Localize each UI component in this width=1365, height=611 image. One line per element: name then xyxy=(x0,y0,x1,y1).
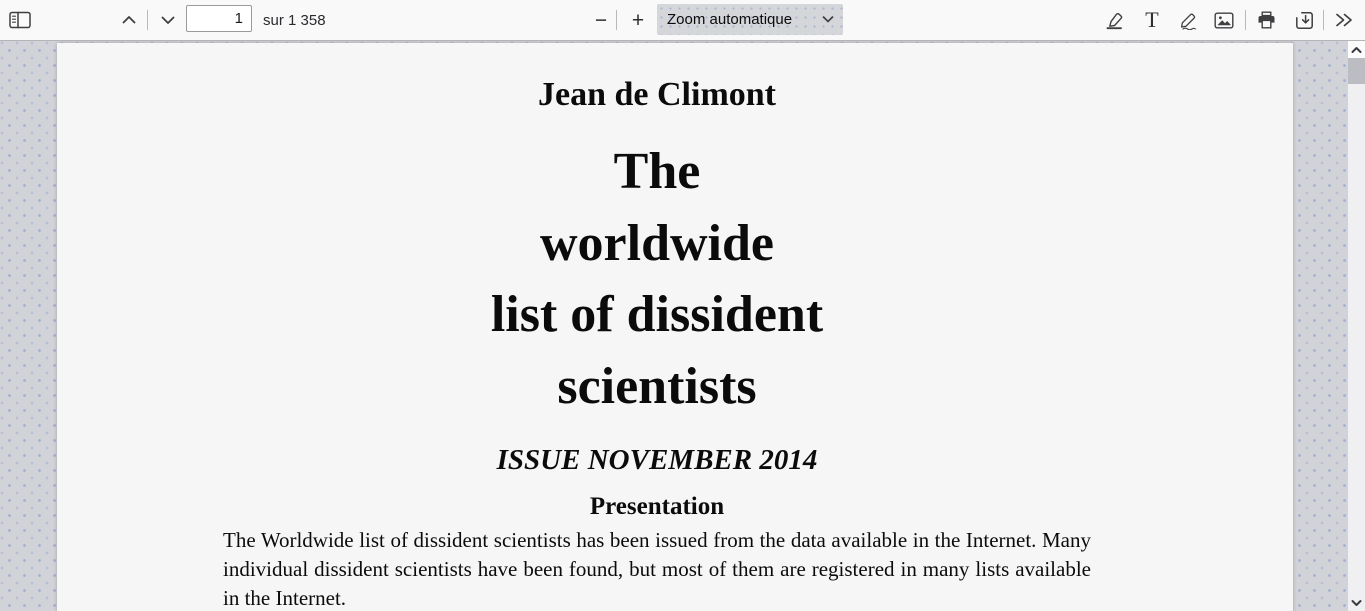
text-tool-button[interactable] xyxy=(1137,6,1167,34)
text-tool-icon: T xyxy=(1145,7,1159,32)
next-page-button[interactable] xyxy=(153,6,183,34)
add-image-button[interactable] xyxy=(1209,6,1239,34)
previous-page-button[interactable] xyxy=(114,6,144,34)
page-count-label: sur 1 358 xyxy=(263,12,326,29)
zoom-level-value: Zoom automatique xyxy=(667,11,793,28)
chevron-up-icon xyxy=(120,13,138,27)
save-button[interactable] xyxy=(1289,6,1319,34)
pdf-viewer-area xyxy=(0,41,1365,611)
draw-tool-button[interactable] xyxy=(1173,6,1203,34)
title-line: The xyxy=(613,143,701,200)
toolbar-separator xyxy=(1323,10,1324,30)
print-button[interactable] xyxy=(1251,6,1281,34)
document-issue-line: ISSUE NOVEMBER 2014 xyxy=(496,444,818,476)
chevron-down-icon xyxy=(159,13,177,27)
toolbar-separator xyxy=(147,10,148,30)
more-tools-button[interactable] xyxy=(1329,6,1359,34)
download-icon xyxy=(1295,11,1314,30)
toolbar-separator xyxy=(1245,10,1246,30)
chevron-up-icon xyxy=(1351,46,1362,54)
toolbar-separator xyxy=(616,10,617,30)
title-line: list of dissident xyxy=(490,286,824,343)
title-line: worldwide xyxy=(540,214,774,272)
zoom-in-button[interactable]: + xyxy=(623,6,653,34)
document-section-heading: Presentation xyxy=(589,493,725,520)
vertical-scrollbar[interactable] xyxy=(1348,41,1365,611)
toggle-sidebar-button[interactable] xyxy=(5,6,35,34)
chevron-down-icon xyxy=(1351,599,1362,607)
pdf-toolbar xyxy=(0,0,1365,41)
sidebar-toggle-icon xyxy=(9,11,31,29)
image-icon xyxy=(1214,12,1234,29)
document-author-line: Jean de Climont xyxy=(538,76,776,113)
highlighter-icon xyxy=(1105,11,1125,30)
scrollbar-thumb[interactable] xyxy=(1348,58,1365,84)
pdf-page xyxy=(57,43,1293,611)
document-paragraph: The Worldwide list of dissident scientists has been issued from the data available in the Internet. Many individual dissident scientists have been found, but most of them are registered in many lists available in the Internet. xyxy=(223,528,1091,610)
scrollbar-down-button[interactable] xyxy=(1348,594,1365,611)
title-line: scientists xyxy=(557,357,757,415)
double-chevron-right-icon xyxy=(1334,12,1354,28)
chevron-down-icon xyxy=(822,15,834,24)
zoom-out-button[interactable]: − xyxy=(586,6,616,34)
page-number-input[interactable] xyxy=(186,5,252,32)
printer-icon xyxy=(1257,11,1276,30)
pen-icon xyxy=(1179,11,1198,30)
highlight-tool-button[interactable] xyxy=(1100,6,1130,34)
scrollbar-up-button[interactable] xyxy=(1348,41,1365,58)
zoom-level-select[interactable] xyxy=(657,4,843,35)
document-title xyxy=(223,136,1091,422)
